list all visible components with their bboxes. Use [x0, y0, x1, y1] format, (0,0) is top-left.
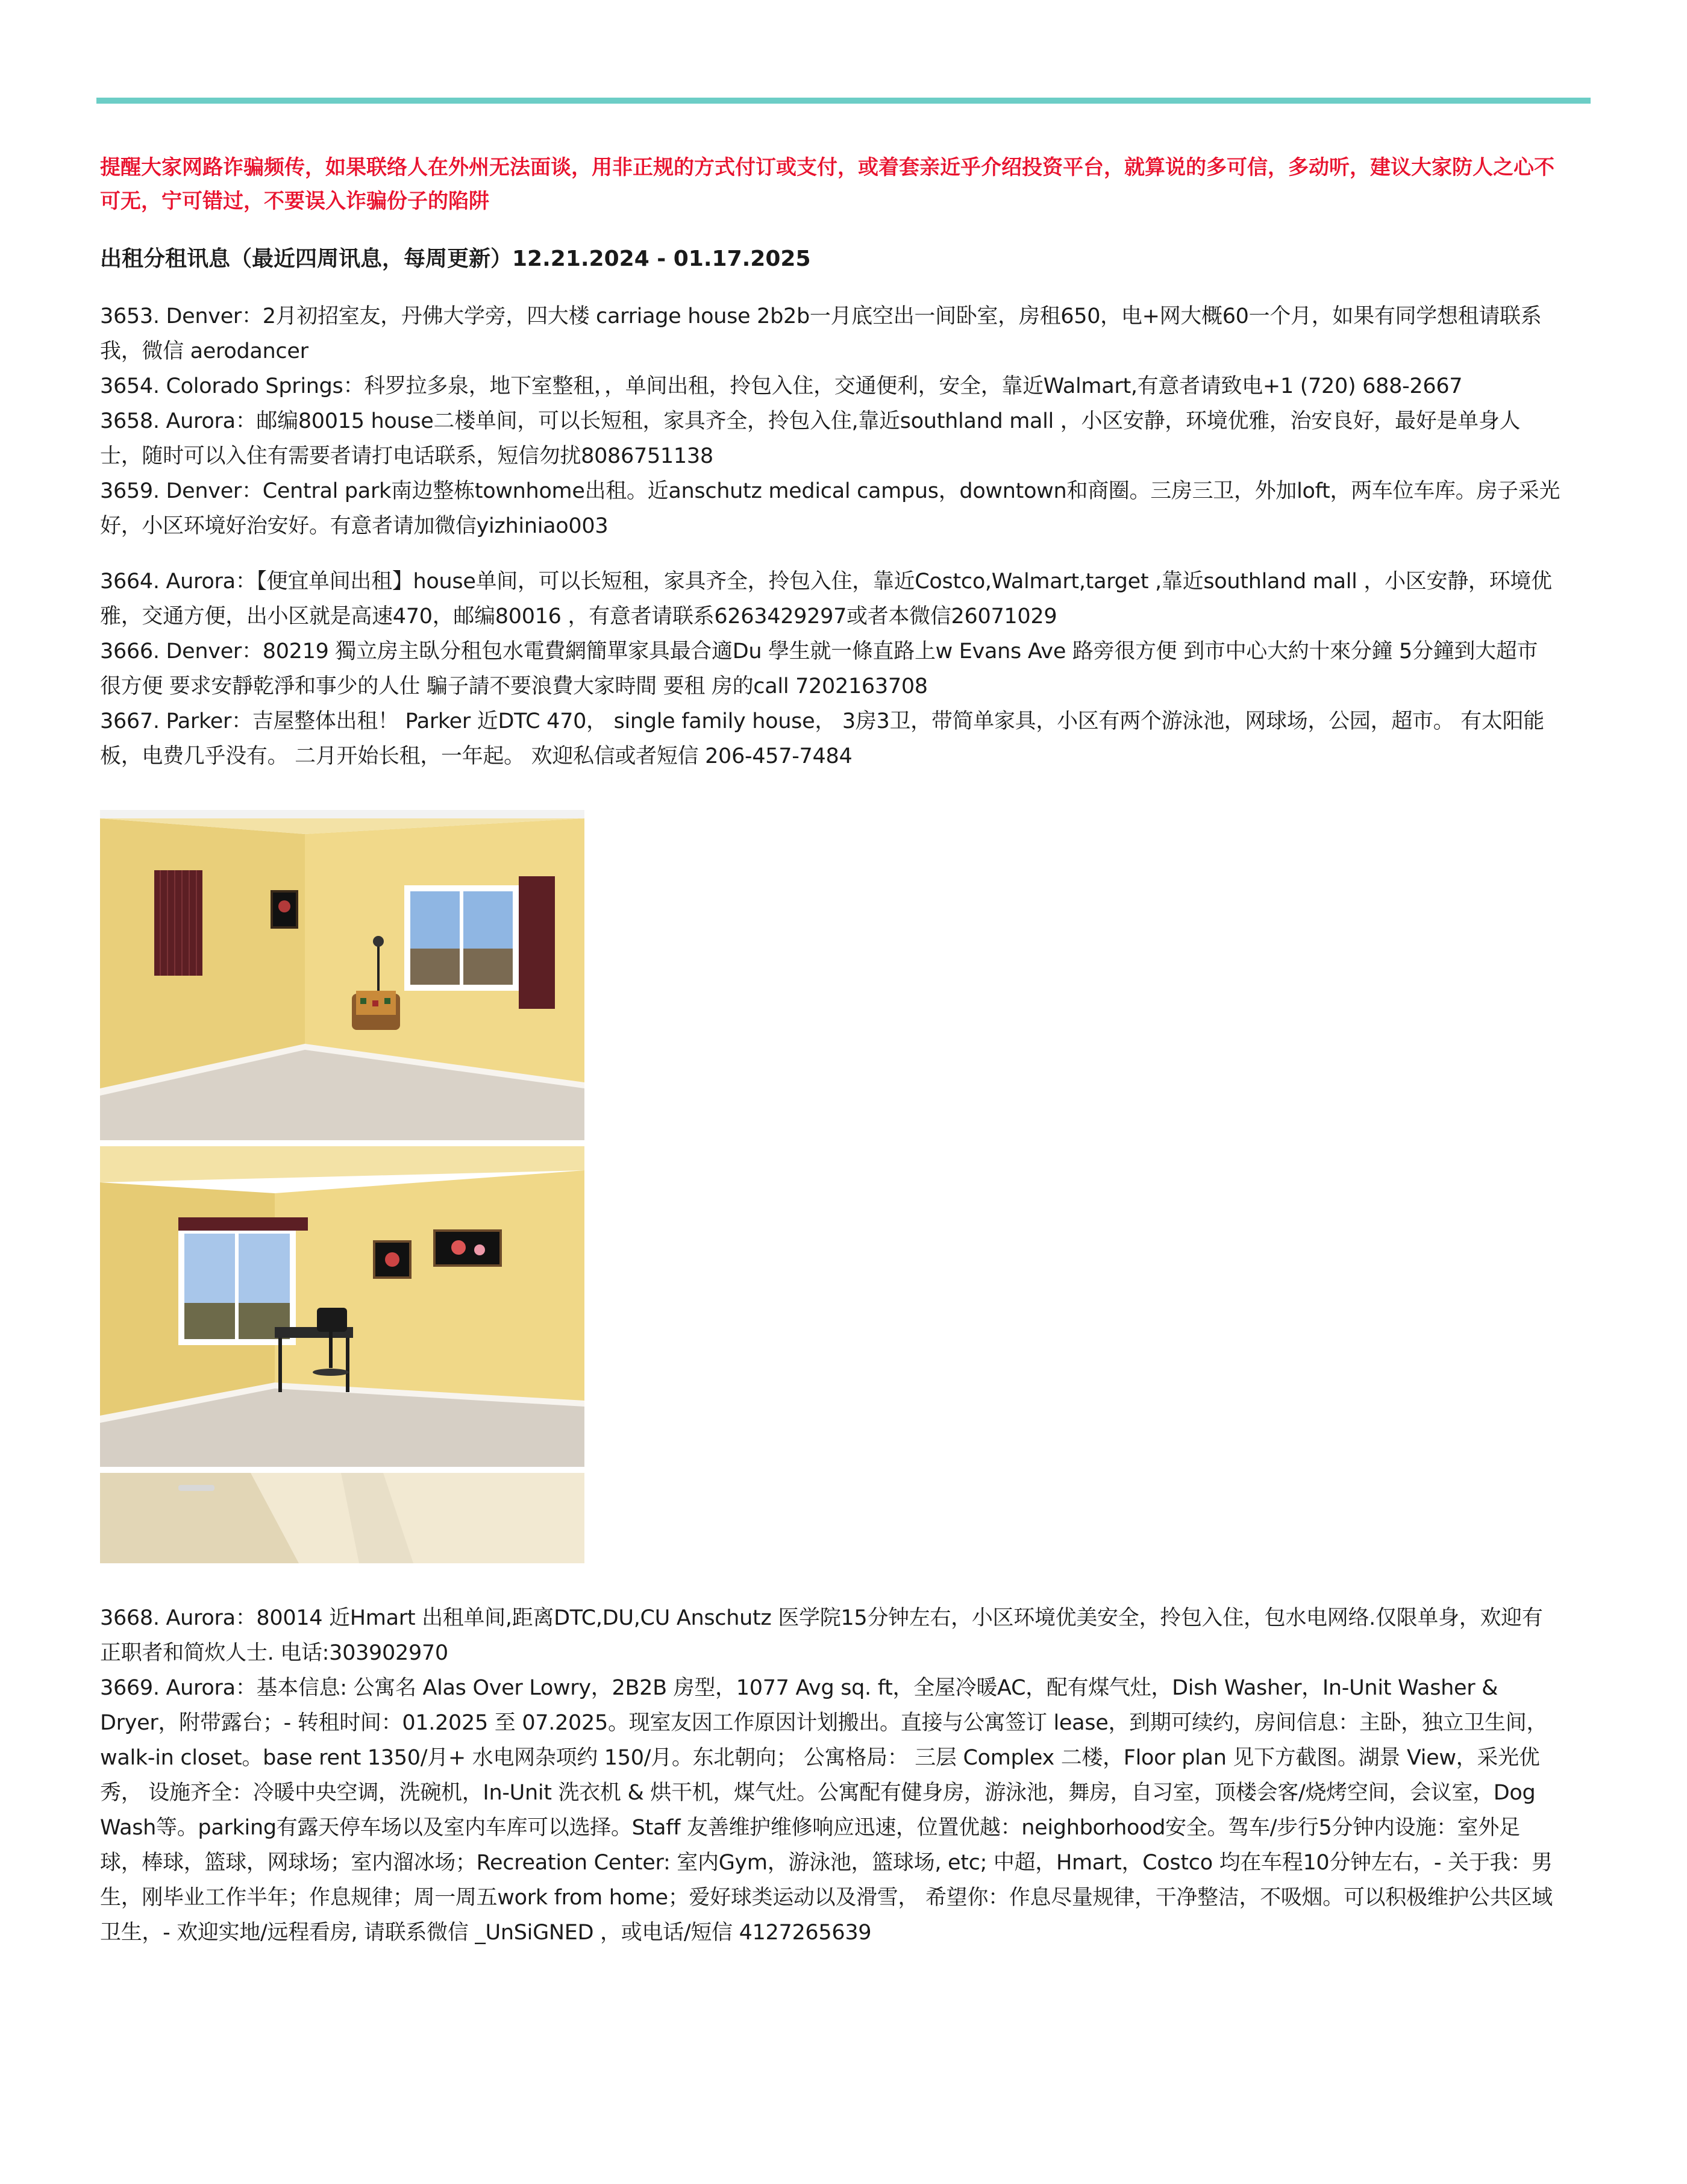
listing-item: 3654. Colorado Springs：科罗拉多泉，地下室整租，，单间出租，拎包入住，交通便利，安全，靠近Walmart,有意者请致电+1 (720) 688-2667	[100, 374, 1463, 398]
listing-item: 3664. Aurora：【便宜单间出租】house单间，可以长短租，家具齐全，拎包入住，靠近Costco,Walmart,target ,靠近southland mall ，小区安静，环境优雅，交通方便，出小区就是高速470，邮编80016 ，有意者请联系6263429297或者本微信26071029	[100, 570, 1552, 629]
listing-item: 3669. Aurora：基本信息: 公寓名 Alas Over Lowry，2B2B 房型，1077 Avg sq. ft，全屋冷暖AC，配有煤气灶，Dish Washer，In-Unit Washer & Dryer，附带露台；- 转租时间：01.2025 至 07.2025。现室友因工作原因计划搬出。直接与公寓签订 lease，到期可续约，房间信息：主卧，独立卫生间，walk-in closet。base rent 1350/月+ 水电网杂项约 150/月。东北朝向； 公寓格局： 三层 Complex 二楼，Floor plan 见下方截图。湖景 View，采光优秀， 设施齐全：冷暖中央空调，洗碗机，In-Unit 洗衣机 & 烘干机，煤气灶。公寓配有健身房，游泳池，舞房，自习室，顶楼会客/烧烤空间，会议室，Dog Wash等。parking有露天停车场以及室内车库可以选择。Staff 友善维护维修响应迅速，位置优越：neighborhood安全。驾车/步行5分钟内设施：室外足球，棒球，篮球，网球场；室内溜冰场；Recreation Center: 室内Gym，游泳池，篮球场, etc; 中超，Hmart，Costco 均在车程10分钟左右，- 关于我：男生，刚毕业工作半年；作息规律；周一周五work from home；爱好球类运动以及滑雪， 希望你：作息尽量规律，干净整洁，不吸烟。可以积极维护公共区域卫生，- 欢迎实地/远程看房, 请联系微信 _UnSiGNED ，或电话/短信 4127265639	[100, 1676, 1553, 1945]
room-photo-image	[100, 1473, 584, 1563]
scam-warning: 提醒大家网路诈骗频传，如果联络人在外州无法面谈，用非正规的方式付订或支付，或着套亲近乎介绍投资平台，就算说的多可信，多动听，建议大家防人之心不可无，宁可错过，不要误入诈骗份子的陷阱	[100, 155, 1554, 213]
listing-item: 3666. Denver：80219 獨立房主臥分租包水電費網簡單家具最合適Du 學生就一條直路上w Evans Ave 路旁很方便 到市中心大約十來分鐘 5分鐘到大超市 很方便 要求安靜乾淨和事少的人仕 騙子請不要浪費大家時間 要租 房的call 7202163708	[100, 639, 1538, 698]
room-photo-1	[100, 810, 584, 1140]
listing-item: 3659. Denver：Central park南边整栋townhome出租。近anschutz medical campus，downtown和商圈。三房三卫，外加loft，两车位车库。房子采光好，小区环境好治安好。有意者请加微信yizhiniao003	[100, 479, 1560, 538]
listing-item: 3667. Parker：吉屋整体出租！ Parker 近DTC 470， single family house， 3房3卫，带简单家具，小区有两个游泳池，网球场，公园，超市。 有太阳能板，电费几乎没有。 二月开始长租，一年起。 欢迎私信或者短信 206-457-7484	[100, 709, 1545, 768]
room-photo-2	[100, 1146, 584, 1467]
header-rule	[96, 98, 1591, 104]
listing-item: 3668. Aurora：80014 近Hmart 出租单间,距离DTC,DU,CU Anschutz 医学院15分钟左右，小区环境优美安全，拎包入住，包水电网络.仅限单身，欢迎有正职者和简炊人士. 电话:303902970	[100, 1606, 1543, 1665]
listing-group	[100, 564, 1560, 774]
listing-group	[100, 1601, 1560, 1950]
listing-item: 3653. Denver：2月初招室友，丹佛大学旁，四大楼 carriage house 2b2b一月底空出一间卧室，房租650，电+网大概60一个月，如果有同学想租请联系我，微信 aerodancer	[100, 304, 1542, 363]
room-photo-image	[100, 810, 584, 1140]
listing-item: 3658. Aurora：邮编80015 house二楼单间，可以长短租，家具齐全，拎包入住,靠近southland mall ，小区安静，环境优雅，治安良好，最好是单身人士，随时可以入住有需要者请打电话联系，短信勿扰8086751138	[100, 409, 1521, 468]
room-photo-3	[100, 1473, 584, 1563]
room-photos	[100, 810, 584, 1563]
page-content	[100, 151, 1560, 1950]
section-title: 出租分租讯息（最近四周讯息，每周更新）12.21.2024 - 01.17.2025	[100, 246, 811, 271]
room-photo-image	[100, 1146, 584, 1467]
listing-group	[100, 299, 1560, 544]
